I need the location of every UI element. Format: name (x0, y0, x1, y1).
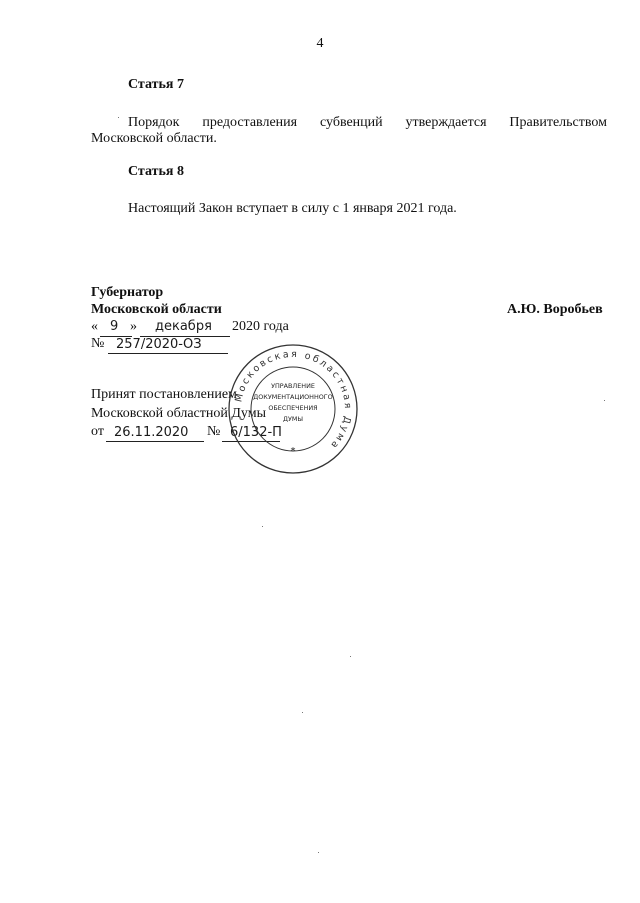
seal-center-line4: ДУМЫ (282, 415, 304, 423)
adoption-number-sign: № (207, 424, 221, 439)
date-close-quote: » (130, 319, 137, 334)
date-month: декабря (155, 319, 212, 334)
article-7-heading: Статья 7 (128, 77, 184, 92)
law-number-sign: № (91, 336, 105, 351)
seal-center-line3: ОБЕСПЕЧЕНИЯ (268, 404, 318, 412)
governor-name: А.Ю. Воробьев (507, 302, 603, 317)
scan-speck (118, 117, 119, 118)
scan-speck (604, 400, 605, 401)
adoption-number: 6/132-П (230, 425, 282, 440)
date-year: 2020 года (232, 319, 289, 334)
article-7-text-line1: Порядок предоставления субвенций утверждается Правительством (128, 115, 607, 130)
seal-center-line2: ДОКУМЕНТАЦИОННОГО (253, 393, 333, 401)
law-number: 257/2020-ОЗ (116, 337, 202, 352)
article-8-heading: Статья 8 (128, 164, 184, 179)
scan-speck (318, 852, 319, 853)
scan-speck (302, 712, 303, 713)
page-number: 4 (316, 36, 324, 51)
date-day: 9 (110, 319, 119, 334)
seal-star: * (290, 446, 296, 457)
law-number-underline (108, 353, 228, 354)
article-8-text: Настоящий Закон вступает в силу с 1 января 2021 года. (128, 201, 457, 216)
duma-seal-stamp (226, 342, 360, 476)
seal-ring-text: Московская областная Дума (233, 348, 354, 452)
adoption-line1: Принят постановлением (91, 387, 237, 402)
scan-speck (262, 526, 263, 527)
seal-center-line1: УПРАВЛЕНИЕ (271, 382, 315, 390)
adoption-line2: Московской областной Думы (91, 406, 266, 421)
governor-title-line1: Губернатор (91, 285, 164, 300)
adoption-date-underline (106, 441, 204, 442)
date-open-quote: « (91, 319, 98, 334)
adoption-from-label: от (91, 424, 104, 439)
article-7-text-line2: Московской области. (91, 131, 217, 146)
adoption-date: 26.11.2020 (114, 425, 189, 440)
scan-speck (350, 656, 351, 657)
governor-title-line2: Московской области (91, 302, 222, 317)
